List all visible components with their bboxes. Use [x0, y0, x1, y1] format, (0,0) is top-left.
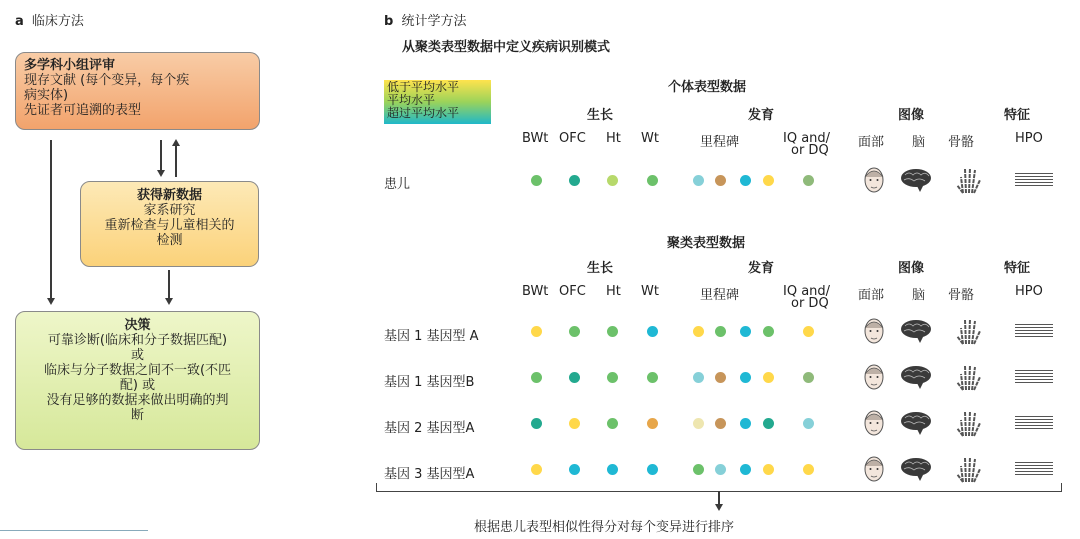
- hand-bone-icon: [955, 316, 983, 346]
- panel-b-heading: [384, 10, 466, 29]
- arrow-head: [715, 504, 723, 511]
- arrow-head: [157, 170, 165, 177]
- phenotype-dot: [740, 326, 751, 337]
- col-face: 面部: [858, 135, 885, 150]
- review-box-line: 现存文献 (每个变异，每个疾: [24, 73, 190, 88]
- col-iq: IQ and/: [783, 131, 831, 146]
- col-ofc: OFC: [559, 284, 586, 299]
- phenotype-dot: [803, 326, 814, 337]
- phenotype-dot: [715, 464, 726, 475]
- phenotype-dot: [693, 418, 704, 429]
- ranking-caption: 根据患儿表型相似性得分对每个变异进行排序: [474, 520, 735, 535]
- patient-label: 患儿: [384, 177, 411, 192]
- decision-box-line: 断: [130, 408, 144, 423]
- legend-below: 低于平均水平: [387, 80, 460, 94]
- phenotype-dot: [531, 464, 542, 475]
- legend-above: 超过平均水平: [387, 106, 460, 120]
- phenotype-dot: [763, 464, 774, 475]
- arrow-review-to-decision: [50, 140, 52, 300]
- face-icon: [862, 362, 886, 392]
- decision-box-line: 没有足够的数据来做出明确的判: [46, 393, 229, 408]
- phenotype-dot: [803, 418, 814, 429]
- hpo-lines-icon: [1015, 462, 1053, 476]
- phenotype-dot: [607, 326, 618, 337]
- panel-b-subtitle: 从聚类表型数据中定义疾病识别模式: [402, 40, 611, 55]
- phenotype-dot: [569, 372, 580, 383]
- phenotype-dot: [569, 175, 580, 186]
- panel-a-title: 临床方法: [31, 14, 84, 29]
- hand-bone-icon: [955, 408, 983, 438]
- phenotype-dot: [607, 464, 618, 475]
- face-icon: [862, 454, 886, 484]
- hpo-lines-icon: [1015, 416, 1053, 430]
- face-icon: [862, 165, 886, 195]
- phenotype-dot: [647, 326, 658, 337]
- arrow-to-ranking: [718, 491, 720, 505]
- development-group-label: 发育: [748, 261, 775, 276]
- phenotype-dot: [693, 326, 704, 337]
- phenotype-dot: [740, 418, 751, 429]
- phenotype-dot: [607, 418, 618, 429]
- decision-box-title: 决策: [124, 318, 151, 333]
- arrow-head: [47, 298, 55, 305]
- phenotype-dot: [531, 175, 542, 186]
- decision-box-line: 或: [130, 348, 144, 363]
- arrow-newdata-to-review: [175, 145, 177, 177]
- features-group-label: 特征: [1004, 108, 1031, 123]
- phenotype-dot: [740, 464, 751, 475]
- col-milestones: 里程碑: [700, 288, 740, 303]
- imaging-group-label: 图像: [898, 108, 925, 123]
- phenotype-dot: [763, 372, 774, 383]
- hpo-lines-icon: [1015, 370, 1053, 384]
- phenotype-dot: [803, 175, 814, 186]
- arrow-head: [172, 139, 180, 146]
- phenotype-dot: [715, 418, 726, 429]
- col-bone: 骨骼: [948, 135, 975, 150]
- growth-group-label: 生长: [587, 261, 614, 276]
- col-brain: 脑: [912, 288, 926, 303]
- col-milestones: 里程碑: [700, 135, 740, 150]
- row-label: 基因 2 基因型A: [384, 421, 475, 436]
- arrow-newdata-to-decision: [168, 270, 170, 300]
- color-legend: [384, 80, 491, 124]
- phenotype-dot: [647, 372, 658, 383]
- col-bwt: BWt: [522, 131, 549, 146]
- decision-box: [15, 311, 260, 450]
- new-data-box-line: 家系研究: [143, 203, 196, 218]
- phenotype-dot: [607, 175, 618, 186]
- review-box-line: 先证者可追溯的表型: [24, 103, 142, 118]
- new-data-box-line: 检测: [156, 233, 183, 248]
- col-ht: Ht: [606, 131, 621, 146]
- phenotype-dot: [569, 464, 580, 475]
- col-iq: IQ and/: [783, 284, 831, 299]
- phenotype-dot: [693, 464, 704, 475]
- individual-title: 个体表型数据: [668, 80, 747, 95]
- phenotype-dot: [647, 175, 658, 186]
- col-dq: or DQ: [791, 296, 829, 311]
- row-label: 基因 1 基因型 A: [384, 329, 479, 344]
- phenotype-dot: [763, 326, 774, 337]
- phenotype-dot: [763, 175, 774, 186]
- phenotype-dot: [647, 464, 658, 475]
- col-ofc: OFC: [559, 131, 586, 146]
- col-face: 面部: [858, 288, 885, 303]
- panel-a-letter: a: [15, 14, 24, 29]
- phenotype-dot: [763, 418, 774, 429]
- panel-b-title: 统计学方法: [401, 14, 467, 29]
- phenotype-dot: [647, 418, 658, 429]
- phenotype-dot: [740, 372, 751, 383]
- phenotype-dot: [803, 464, 814, 475]
- brain-icon: [899, 410, 933, 436]
- phenotype-dot: [569, 326, 580, 337]
- col-bone: 骨骼: [948, 288, 975, 303]
- row-label: 基因 3 基因型A: [384, 467, 475, 482]
- phenotype-dot: [715, 372, 726, 383]
- new-data-box-title: 获得新数据: [136, 188, 202, 203]
- col-wt: Wt: [641, 131, 659, 146]
- phenotype-dot: [569, 418, 580, 429]
- col-bwt: BWt: [522, 284, 549, 299]
- phenotype-dot: [740, 175, 751, 186]
- face-icon: [862, 316, 886, 346]
- new-data-box: [80, 181, 259, 267]
- brain-icon: [899, 364, 933, 390]
- col-hpo: HPO: [1015, 131, 1043, 146]
- hand-bone-icon: [955, 165, 983, 195]
- hand-bone-icon: [955, 362, 983, 392]
- row-label: 基因 1 基因型B: [384, 375, 475, 390]
- face-icon: [862, 408, 886, 438]
- phenotype-dot: [803, 372, 814, 383]
- growth-group-label: 生长: [587, 108, 614, 123]
- col-brain: 脑: [912, 135, 926, 150]
- imaging-group-label: 图像: [898, 261, 925, 276]
- decision-box-line: 配) 或: [119, 378, 156, 393]
- brain-icon: [899, 318, 933, 344]
- development-group-label: 发育: [748, 108, 775, 123]
- phenotype-dot: [607, 372, 618, 383]
- phenotype-dot: [715, 326, 726, 337]
- legend-average: 平均水平: [387, 93, 436, 107]
- brain-icon: [899, 456, 933, 482]
- review-box-title: 多学科小组评审: [24, 58, 116, 73]
- hand-bone-icon: [955, 454, 983, 484]
- phenotype-dot: [531, 372, 542, 383]
- new-data-box-line: 重新检查与儿童相关的: [104, 218, 235, 233]
- phenotype-dot: [531, 326, 542, 337]
- phenotype-dot: [531, 418, 542, 429]
- col-dq: or DQ: [791, 143, 829, 158]
- col-wt: Wt: [641, 284, 659, 299]
- col-ht: Ht: [606, 284, 621, 299]
- hpo-lines-icon: [1015, 324, 1053, 338]
- decision-box-line: 临床与分子数据之间不一致(不匹: [43, 363, 232, 378]
- panel-b-letter: b: [384, 14, 394, 29]
- brain-icon: [899, 167, 933, 193]
- panel-a-heading: [15, 10, 84, 29]
- features-group-label: 特征: [1004, 261, 1031, 276]
- cluster-title: 聚类表型数据: [667, 236, 746, 251]
- arrow-head: [165, 298, 173, 305]
- review-box-line: 病实体): [24, 88, 69, 103]
- phenotype-dot: [693, 372, 704, 383]
- phenotype-dot: [693, 175, 704, 186]
- review-box: [15, 52, 260, 130]
- decision-box-line: 可靠诊断(临床和分子数据匹配): [47, 333, 228, 348]
- phenotype-dot: [715, 175, 726, 186]
- col-hpo: HPO: [1015, 284, 1043, 299]
- hpo-lines-icon: [1015, 173, 1053, 187]
- arrow-review-to-newdata: [160, 140, 162, 172]
